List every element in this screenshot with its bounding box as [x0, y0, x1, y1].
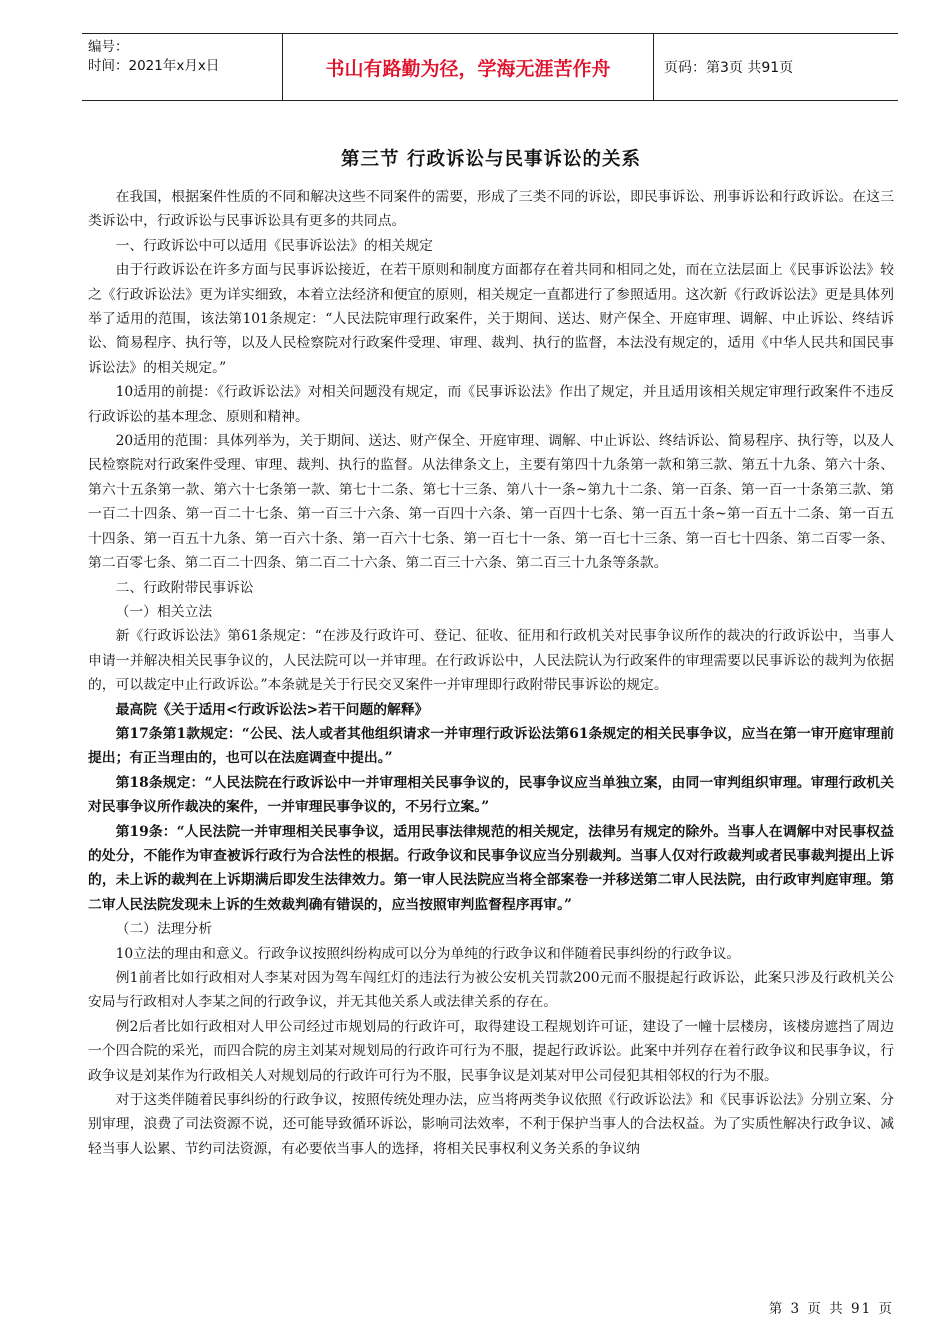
paragraph: 10适用的前提：《行政诉讼法》对相关问题没有规定，而《民事诉讼法》作出了规定，并且适用该相关规定审理行政案件不违反行政诉讼的基本理念、原则和精神。 [88, 384, 894, 425]
bold-paragraph: 第18条规定：“人民法院在行政诉讼中一并审理相关民事争议的，民事争议应当单独立案，由同一审判组织审理。审理行政机关对民事争议所作裁决的案件，一并审理民事争议的，不另行立案。” [88, 774, 894, 816]
page-footer: 第 3 页 共 91 页 [768, 1301, 894, 1317]
bold-paragraph: 第17条第1款规定：“公民、法人或者其他组织请求一并审理行政诉讼法第61条规定的相关民事争议，应当在第一审开庭审理前提出；有正当理由的，也可以在法庭调查中提出。” [88, 725, 894, 767]
paragraph: 一、行政诉讼中可以适用《民事诉讼法》的相关规定 [115, 237, 433, 254]
page-info: 页码：第3页 共91页 [664, 60, 794, 76]
document-body [88, 145, 894, 1161]
header-meta [82, 34, 282, 100]
time-label: 时间：2021年x月x日 [88, 58, 220, 74]
bold-paragraph: 最高院《关于适用<行政诉讼法>若干问题的解释》 [115, 701, 429, 718]
paragraph: 例2后者比如行政相对人甲公司经过市规划局的行政许可，取得建设工程规划许可证，建设了一幢十层楼房，该楼房遮挡了周边一个四合院的采光，而四合院的房主刘某对规划局的行政许可行为不服，提起行政诉讼。此案中并列存在着行政争议和民事争议，行政争议是刘某作为行政相关人对规划局的行政许可行为不服，民事争议是刘某对甲公司侵犯其相邻权的行为不服。 [88, 1018, 894, 1084]
bold-paragraph: 第19条：“人民法院一并审理相关民事争议，适用民事法律规范的相关规定，法律另有规定的除外。当事人在调解中对民事权益的处分，不能作为审查被诉行政行为合法性的根据。行政争议和民事争议应当分别裁判。当事人仅对行政裁判或者民事裁判提出上诉的，未上诉的裁判在上诉期满后即发生法律效力。第一审人民法院应当将全部案卷一并移送第二审人民法院，由行政审判庭审理。第二审人民法院发现未上诉的生效裁判确有错误的，应当按照审判监督程序再审。” [88, 823, 894, 913]
paragraph: 在我国，根据案件性质的不同和解决这些不同案件的需要，形成了三类不同的诉讼，即民事诉讼、刑事诉讼和行政诉讼。在这三类诉讼中，行政诉讼与民事诉讼具有更多的共同点。 [88, 189, 894, 230]
paragraph: 20适用的范围：具体列举为，关于期间、送达、财产保全、开庭审理、调解、中止诉讼、终结诉讼、简易程序、执行等，以及人民检察院对行政案件受理、审理、裁判、执行的监督。从法律条文上，主要有第四十九条第一款和第三款、第五十九条、第六十条、第六十五条第一款、第六十七条第一款、第七十二条、第七十三条、第八十一条~第九十二条、第一百条、第一百一十条第三款、第一百二十四条、第一百二十七条、第一百三十六条、第一百四十六条、第一百四十七条、第一百五十条~第一百五十二条、第一百五十四条、第一百五十九条、第一百六十条、第一百六十七条、第一百七十一条、第一百七十三条、第一百七十四条、第二百零一条、第二百零七条、第二百二十四条、第二百二十六条、第二百三十六条、第二百三十九条等条款。 [88, 433, 894, 572]
paragraph: 新《行政诉讼法》第61条规定：“在涉及行政许可、登记、征收、征用和行政机关对民事争议所作的裁决的行政诉讼中，当事人申请一并解决相关民事争议的，人民法院可以一并审理。在行政诉讼中，人民法院认为行政案件的审理需要以民事诉讼的裁判为依据的，可以裁定中止行政诉讼。”本条就是关于行民交叉案件一并审理即行政附带民事诉讼的规定。 [88, 628, 894, 694]
paragraph: （一）相关立法 [115, 603, 213, 620]
page-header [82, 33, 898, 101]
paragraph: 二、行政附带民事诉讼 [115, 579, 254, 596]
paragraph: 由于行政诉讼在许多方面与民事诉讼接近，在若干原则和制度方面都存在着共同和相同之处，而在立法层面上《民事诉讼法》较之《行政诉讼法》更为详实细致，本着立法经济和便宜的原则，相关规定一直都进行了参照适用。这次新《行政诉讼法》更是具体列举了适用的范围，该法第101条规定：“人民法院审理行政案件，关于期间、送达、财产保全、开庭审理、调解、中止诉讼、终结诉讼、简易程序、执行等，以及人民检察院对行政案件受理、审理、裁判、执行的监督，本法没有规定的，适用《中华人民共和国民事诉讼法》的相关规定。” [88, 262, 894, 376]
paragraph: 例1前者比如行政相对人李某对因为驾车闯红灯的违法行为被公安机关罚款200元而不服提起行政诉讼，此案只涉及行政机关公安局与行政相对人李某之间的行政争议，并无其他关系人或法律关系的存在。 [88, 970, 894, 1011]
paragraph: 10立法的理由和意义。行政争议按照纠纷构成可以分为单纯的行政争议和伴随着民事纠纷的行政争议。 [115, 945, 741, 962]
number-label: 编号： [88, 39, 129, 55]
section-title: 第三节 行政诉讼与民事诉讼的关系 [341, 149, 641, 170]
paragraph: （二）法理分析 [115, 921, 213, 938]
paragraph: 对于这类伴随着民事纠纷的行政争议，按照传统处理办法，应当将两类争议依照《行政诉讼法》和《民事诉讼法》分别立案、分别审理，浪费了司法资源不说，还可能导致循环诉讼，影响司法效率，不利于保护当事人的合法权益。为了实质性解决行政争议、减轻当事人讼累、节约司法资源，有必要依当事人的选择，将相关民事权利义务关系的争议纳 [88, 1092, 894, 1157]
motto: 书山有路勤为径，学海无涯苦作舟 [282, 34, 654, 100]
